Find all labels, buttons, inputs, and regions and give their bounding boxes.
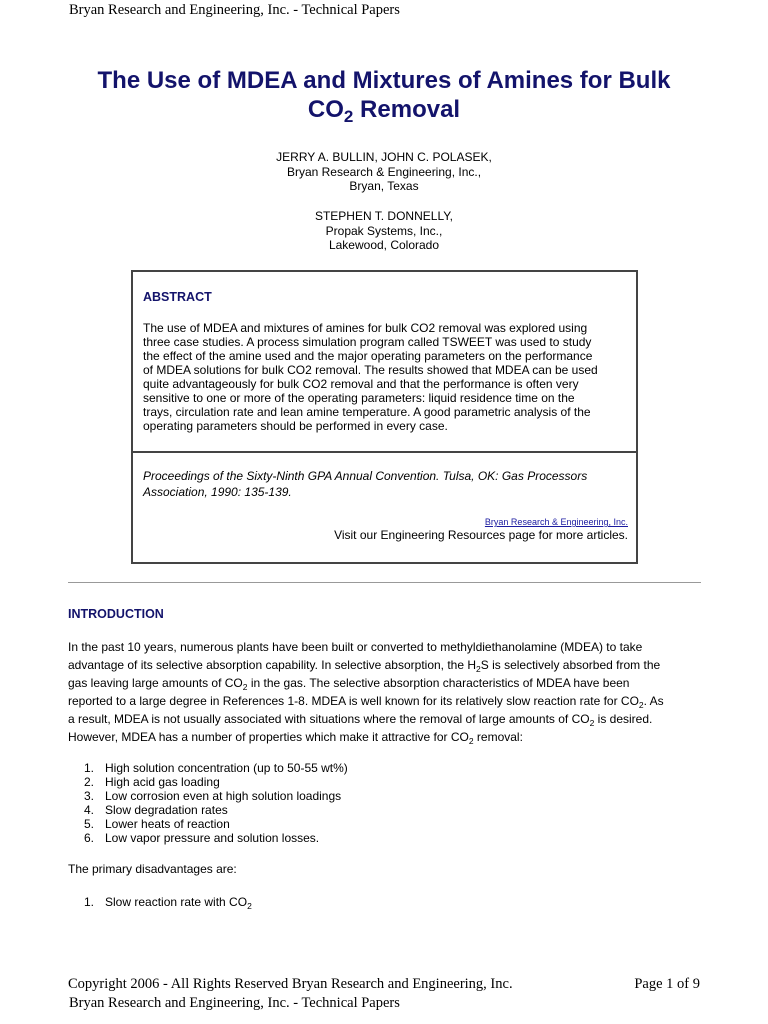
title-line-1: The Use of MDEA and Mixtures of Amines for Bulk (97, 67, 671, 94)
list-item (84, 831, 348, 845)
text-run: a result, MDEA is not usually associated with situations where the removal of large amounts of CO (68, 712, 590, 727)
list-text (105, 895, 252, 909)
paragraph-line: In the past 10 years, numerous plants have been built or converted to methyldiethanolamine (MDEA) to take (68, 640, 643, 654)
disadvantages-intro: The primary disadvantages are: (68, 862, 237, 876)
abstract-line: sensitive to one or more of the operating parameters: liquid residence time on the (143, 391, 575, 405)
list-item (84, 789, 348, 803)
text-run: advantage of its selective absorption capability. In selective absorption, the H (68, 658, 477, 673)
abstract-line: of MDEA solutions for bulk CO2 removal. The results showed that MDEA can be used (143, 363, 598, 377)
paragraph-line (68, 674, 708, 692)
visit-resources-text: Visit our Engineering Resources page for more articles. (334, 528, 628, 542)
author-names: JERRY A. BULLIN, JOHN C. POLASEK, (276, 150, 492, 164)
introduction-heading: INTRODUCTION (68, 607, 164, 621)
proceedings-line: Proceedings of the Sixty-Ninth GPA Annual Convention. Tulsa, OK: Gas Processors (143, 469, 588, 483)
proceedings-citation (143, 468, 627, 500)
list-text: Lower heats of reaction (105, 817, 230, 832)
list-item (84, 761, 348, 775)
subscript: 2 (468, 736, 474, 747)
abstract-line: quite advantageously for bulk CO2 removal and that the performance is often very (143, 377, 579, 391)
abstract-divider (133, 451, 636, 453)
list-item (84, 803, 348, 817)
subscript: 2 (476, 664, 481, 675)
list-item (84, 895, 252, 909)
list-text: High solution concentration (up to 50-55 wt%) (105, 761, 348, 775)
abstract-line: three case studies. A process simulation program called TSWEET was used to study (143, 335, 592, 349)
text-run: is desired. (594, 712, 653, 727)
page-number: Page 1 of 9 (634, 976, 700, 992)
abstract-line: The use of MDEA and mixtures of amines for bulk CO2 removal was explored using (143, 321, 588, 335)
subscript: 2 (242, 682, 248, 693)
abstract-box (131, 270, 638, 564)
running-header: Bryan Research and Engineering, Inc. - Technical Papers (69, 2, 400, 18)
text-run: in the gas. The selective absorption characteristics of MDEA have been (247, 676, 630, 691)
paper-title (40, 66, 728, 124)
footer-copyright: Copyright 2006 - All Rights Reserved Bryan Research and Engineering, Inc. (68, 976, 513, 992)
introduction-paragraph (68, 638, 708, 747)
list-number: 4. (84, 803, 95, 818)
list-number: 1. (84, 895, 95, 909)
author-block-1 (184, 150, 584, 194)
paragraph-line (68, 710, 708, 728)
list-text: High acid gas loading (105, 775, 220, 790)
title-co: CO (307, 96, 344, 123)
abstract-line: trays, circulation rate and lean amine temperature. A good parametric analysis of the (143, 405, 591, 419)
text-run: Slow reaction rate with CO (105, 895, 248, 909)
paragraph-line (68, 728, 708, 746)
author-location: Lakewood, Colorado (328, 238, 440, 252)
text-run: . As (643, 694, 664, 709)
subscript: 2 (638, 700, 644, 711)
title-removal: Removal (353, 96, 461, 123)
author-organization: Bryan Research & Engineering, Inc., (286, 164, 482, 179)
text-run: gas leaving large amounts of CO (68, 676, 243, 691)
list-text: Low vapor pressure and solution losses. (105, 831, 320, 846)
author-organization: Propak Systems, Inc., (325, 223, 443, 238)
list-text: Slow degradation rates (105, 803, 228, 818)
advantages-list (84, 761, 348, 846)
abstract-text (143, 321, 627, 433)
author-location: Bryan, Texas (349, 179, 419, 193)
list-number: 6. (84, 831, 95, 846)
list-number: 2. (84, 775, 95, 790)
abstract-line: operating parameters should be performed in every case. (143, 419, 448, 433)
list-number: 5. (84, 817, 95, 832)
paragraph-line (68, 656, 708, 674)
list-number: 1. (84, 761, 95, 775)
list-text: Low corrosion even at high solution loadings (105, 789, 342, 804)
subscript: 2 (247, 901, 252, 911)
bre-homepage-link[interactable]: Bryan Research & Engineering, Inc. (484, 517, 628, 527)
text-run: reported to a large degree in References 1-8. MDEA is well known for its relatively slow reaction rate for CO (68, 694, 639, 709)
text-run: removal: (473, 730, 523, 745)
disadvantages-list (84, 895, 252, 909)
abstract-heading: ABSTRACT (143, 290, 212, 304)
proceedings-line: Association, 1990: 135-139. (143, 485, 292, 499)
paragraph-line (68, 692, 708, 710)
author-names: STEPHEN T. DONNELLY, (314, 209, 454, 223)
text-run: S is selectively absorbed from the (480, 658, 661, 673)
author-block-2 (184, 209, 584, 253)
abstract-line: the effect of the amine used and the major operating parameters on the performance (143, 349, 593, 363)
running-footer: Bryan Research and Engineering, Inc. - Technical Papers (69, 995, 400, 1011)
title-subscript: 2 (343, 107, 354, 126)
text-run: However, MDEA has a number of properties which make it attractive for CO (68, 730, 469, 745)
subscript: 2 (589, 718, 595, 729)
title-line-2 (40, 95, 728, 124)
list-item (84, 817, 348, 831)
section-divider (68, 582, 701, 583)
list-number: 3. (84, 789, 95, 804)
list-item (84, 775, 348, 789)
